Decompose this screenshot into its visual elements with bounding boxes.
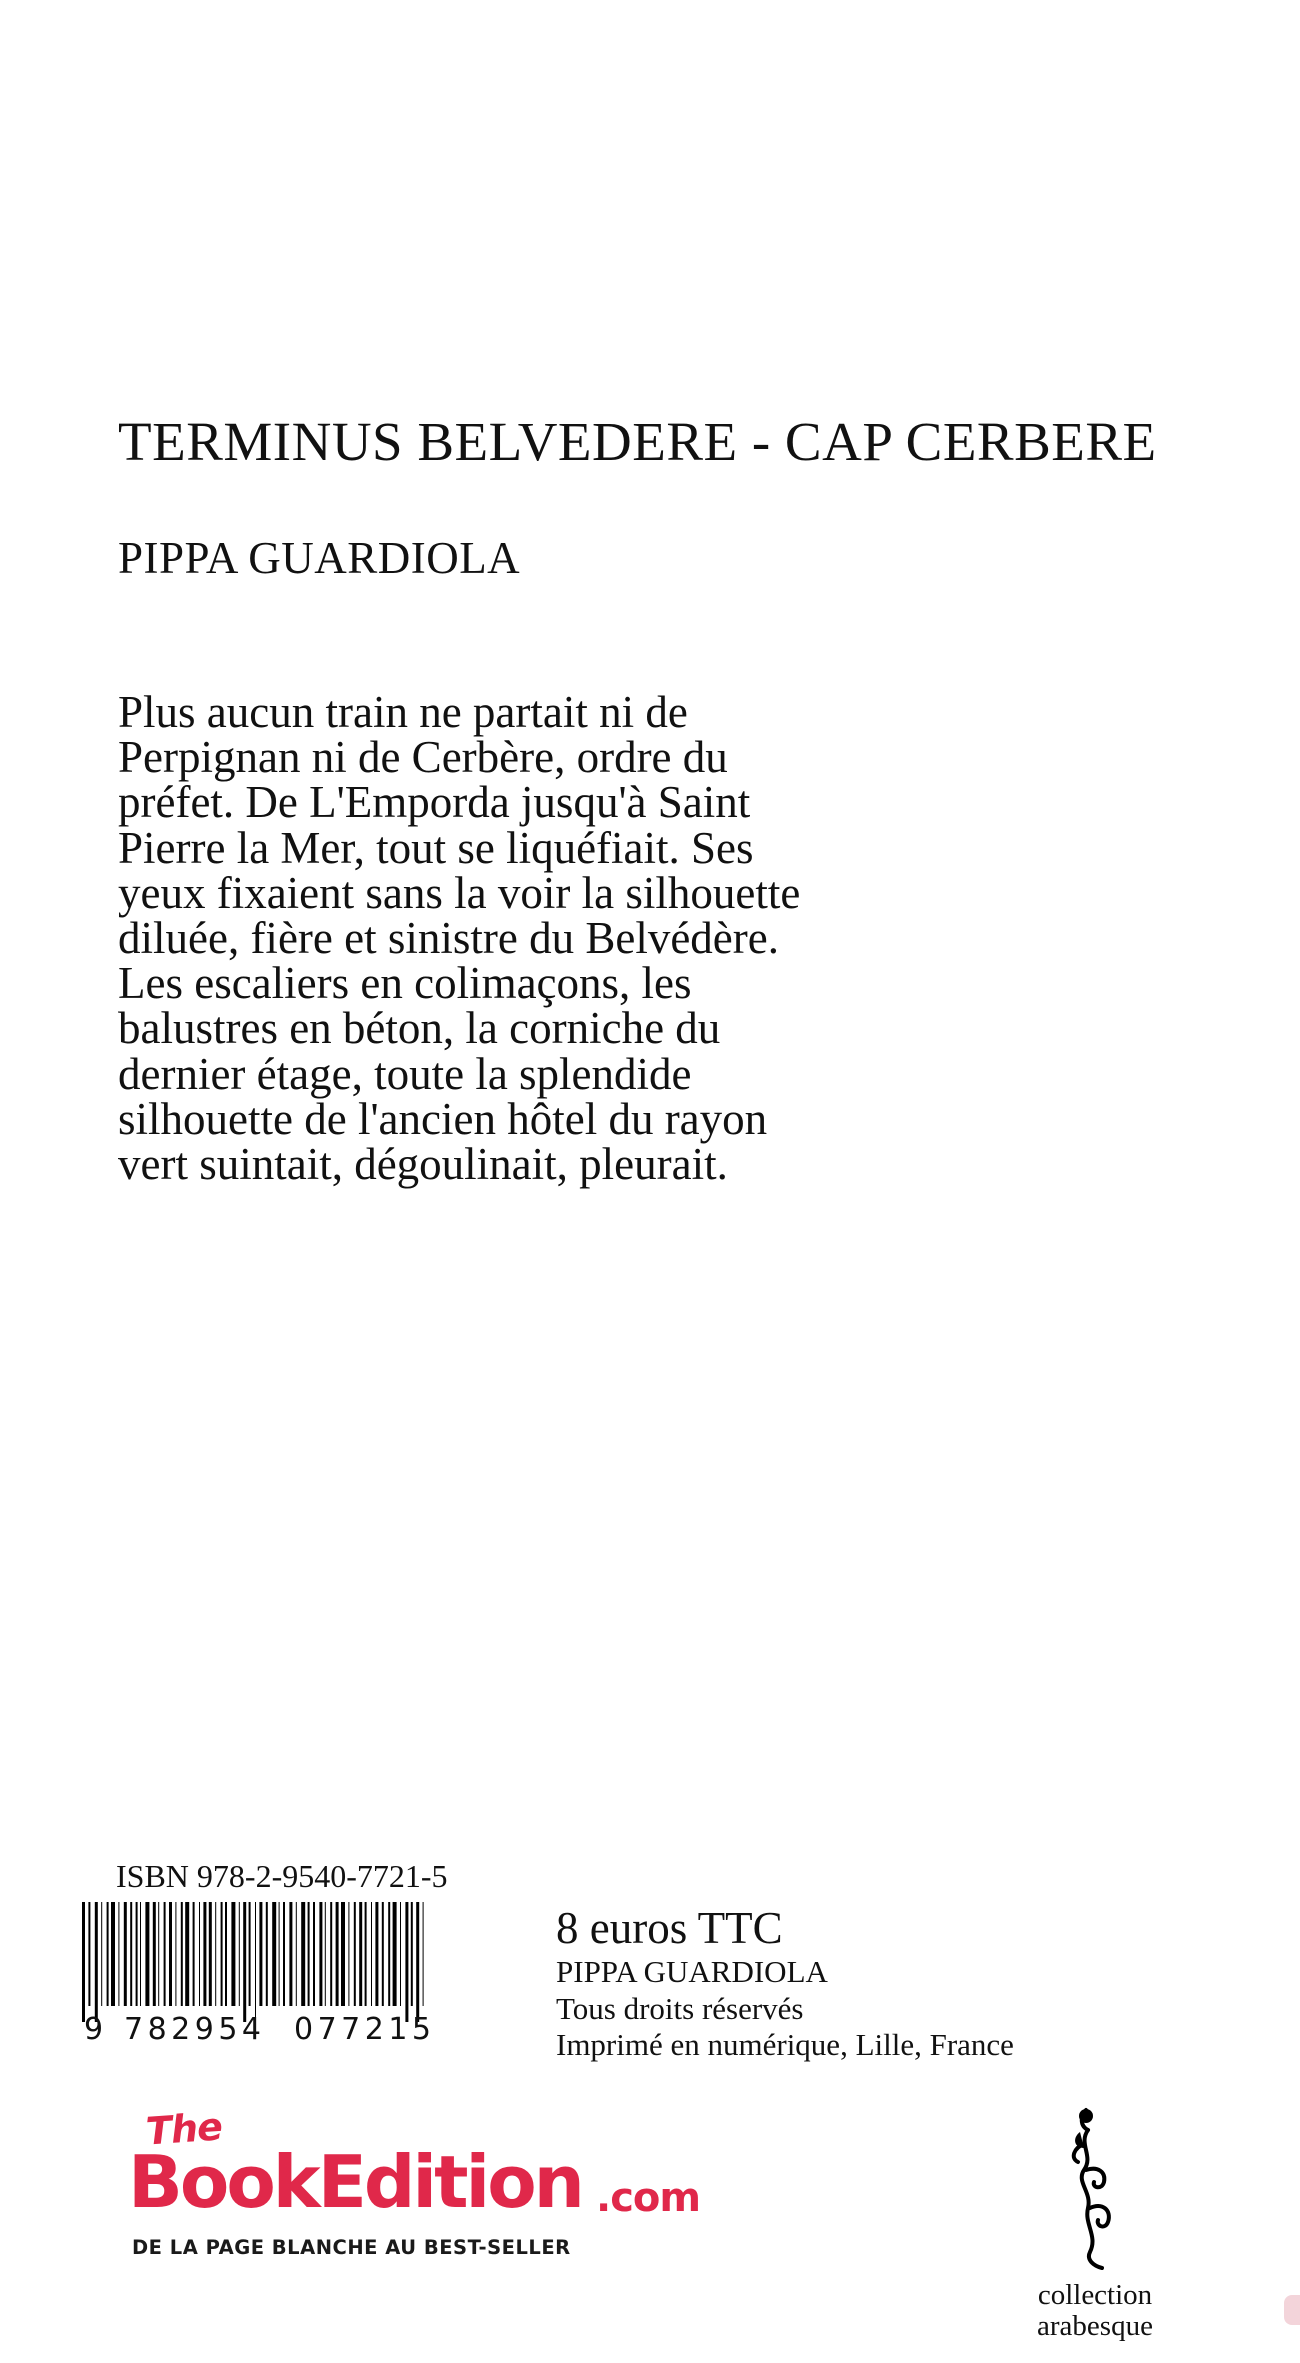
- barcode-bar: [82, 1902, 85, 2022]
- barcode-bar: [348, 1902, 349, 2006]
- barcode-bar: [289, 1902, 292, 2006]
- barcode-bar: [158, 1902, 159, 2006]
- blurb-line: Les escaliers en colimaçons, les: [118, 958, 692, 1009]
- barcode-digits-left: 782954: [124, 2012, 266, 2047]
- barcode-bar: [375, 1902, 378, 2006]
- barcode-bar: [371, 1902, 372, 2006]
- barcode-bar: [203, 1902, 206, 2006]
- barcode-bar: [124, 1902, 127, 2006]
- barcode-bar: [225, 1902, 227, 2006]
- logo-the: The: [144, 2104, 224, 2154]
- barcode-bar: [330, 1902, 332, 2006]
- bookedition-logo: [128, 2104, 708, 2270]
- arabesque-figure-icon: [1050, 2104, 1130, 2274]
- barcode-bar: [181, 1902, 183, 2006]
- isbn-label: ISBN 978-2-9540-7721-5: [116, 1858, 448, 1894]
- blurb-line: préfet. De L'Emporda jusqu'à Saint: [118, 777, 751, 828]
- barcode-bar: [296, 1902, 297, 2006]
- barcode-bar: [249, 1902, 251, 2006]
- collection-line: collection: [1037, 2279, 1153, 2311]
- barcode-bar: [336, 1902, 339, 2006]
- logo-domain: .com: [596, 2175, 701, 2221]
- barcode-bar: [175, 1902, 176, 2006]
- barcode-bar: [308, 1902, 310, 2006]
- barcode-bar: [193, 1902, 195, 2006]
- barcode-bar: [215, 1902, 216, 2006]
- collection-line: arabesque: [1037, 2310, 1153, 2342]
- barcode-bar: [301, 1902, 305, 2006]
- barcode-bar: [416, 1902, 419, 2022]
- barcode-bar: [185, 1902, 189, 2006]
- barcode-bar: [107, 1902, 109, 2006]
- barcode-bar: [101, 1902, 102, 2006]
- barcode-digits: [84, 2012, 484, 2058]
- barcode-bar: [266, 1902, 268, 2006]
- barcode-bar: [95, 1902, 98, 2022]
- price-label: 8 euros TTC: [556, 1903, 783, 1953]
- barcode-bar: [118, 1902, 119, 2006]
- blurb-line: Pierre la Mer, tout se liquéfiait. Ses: [118, 822, 754, 873]
- barcode-icon: [80, 1902, 480, 2022]
- blurb-line: yeux fixaient sans la voir la silhouette: [118, 867, 801, 918]
- blurb-line: Perpignan ni de Cerbère, ordre du: [118, 732, 728, 783]
- barcode-bar: [283, 1902, 285, 2006]
- barcode-bar: [164, 1902, 166, 2006]
- barcode-bar: [136, 1902, 138, 2006]
- barcode-bar: [365, 1902, 367, 2006]
- barcode-bar: [279, 1902, 280, 2006]
- barcode-bar: [319, 1902, 322, 2006]
- barcode-bar: [199, 1902, 200, 2006]
- blurb-line: vert suintait, dégoulinait, pleurait.: [118, 1139, 728, 1190]
- book-author: PIPPA GUARDIOLA: [118, 533, 521, 583]
- edge-mark: [1284, 2295, 1300, 2325]
- barcode-bar: [405, 1902, 408, 2022]
- barcode-bar: [88, 1902, 90, 2006]
- barcode-bar: [325, 1902, 326, 2006]
- barcode-bar: [388, 1902, 390, 2006]
- barcode-bar: [111, 1902, 115, 2006]
- blurb-line: diluée, fière et sinistre du Belvédère.: [118, 913, 779, 964]
- barcode-bar: [153, 1902, 156, 2006]
- blurb-line: Plus aucun train ne partait ni de: [118, 687, 688, 737]
- blurb-line: balustres en béton, la corniche du: [118, 1003, 721, 1054]
- logo-name: BookEdition: [128, 2140, 582, 2224]
- barcode-bar: [393, 1902, 397, 2006]
- barcode-bar: [259, 1902, 262, 2006]
- barcode-digits-right: 077215: [294, 2012, 436, 2047]
- barcode-bar: [145, 1902, 149, 2006]
- barcode-digit-first: 9: [84, 2012, 108, 2047]
- barcode-bar: [382, 1902, 384, 2006]
- printing-notice: Imprimé en numérique, Lille, France: [556, 2027, 1014, 2062]
- barcode-bar: [272, 1902, 276, 2006]
- barcode-bar: [359, 1902, 362, 2006]
- barcode-bar: [341, 1902, 345, 2006]
- logo-tagline: DE LA PAGE BLANCHE AU BEST-SELLER: [132, 2236, 571, 2259]
- barcode-bar: [140, 1902, 141, 2006]
- barcode-bar: [313, 1902, 315, 2006]
- barcode-bar: [354, 1902, 356, 2006]
- book-title: TERMINUS BELVEDERE - CAP CERBERE: [118, 411, 1157, 472]
- barcode-bar: [231, 1902, 235, 2006]
- barcode-bar: [411, 1902, 413, 2006]
- rights-notice: Tous droits réservés: [556, 1990, 804, 2026]
- barcode-bar: [239, 1902, 240, 2006]
- barcode-bar: [209, 1902, 212, 2006]
- blurb-line: dernier étage, toute la splendide: [118, 1048, 692, 1099]
- publication-author: PIPPA GUARDIOLA: [556, 1954, 828, 1989]
- barcode-bar: [423, 1902, 424, 2006]
- barcode-bar: [400, 1902, 401, 2006]
- barcode-bar: [221, 1902, 223, 2006]
- back-cover-blurb: [118, 687, 1138, 1190]
- blurb-line: silhouette de l'ancien hôtel du rayon: [118, 1093, 768, 1144]
- barcode-bar: [169, 1902, 172, 2006]
- barcode-bar: [130, 1902, 132, 2006]
- collection-name: [1000, 2280, 1190, 2342]
- barcode-bar: [243, 1902, 246, 2022]
- publication-info: [556, 1954, 1014, 2064]
- barcode-bar: [255, 1902, 256, 2022]
